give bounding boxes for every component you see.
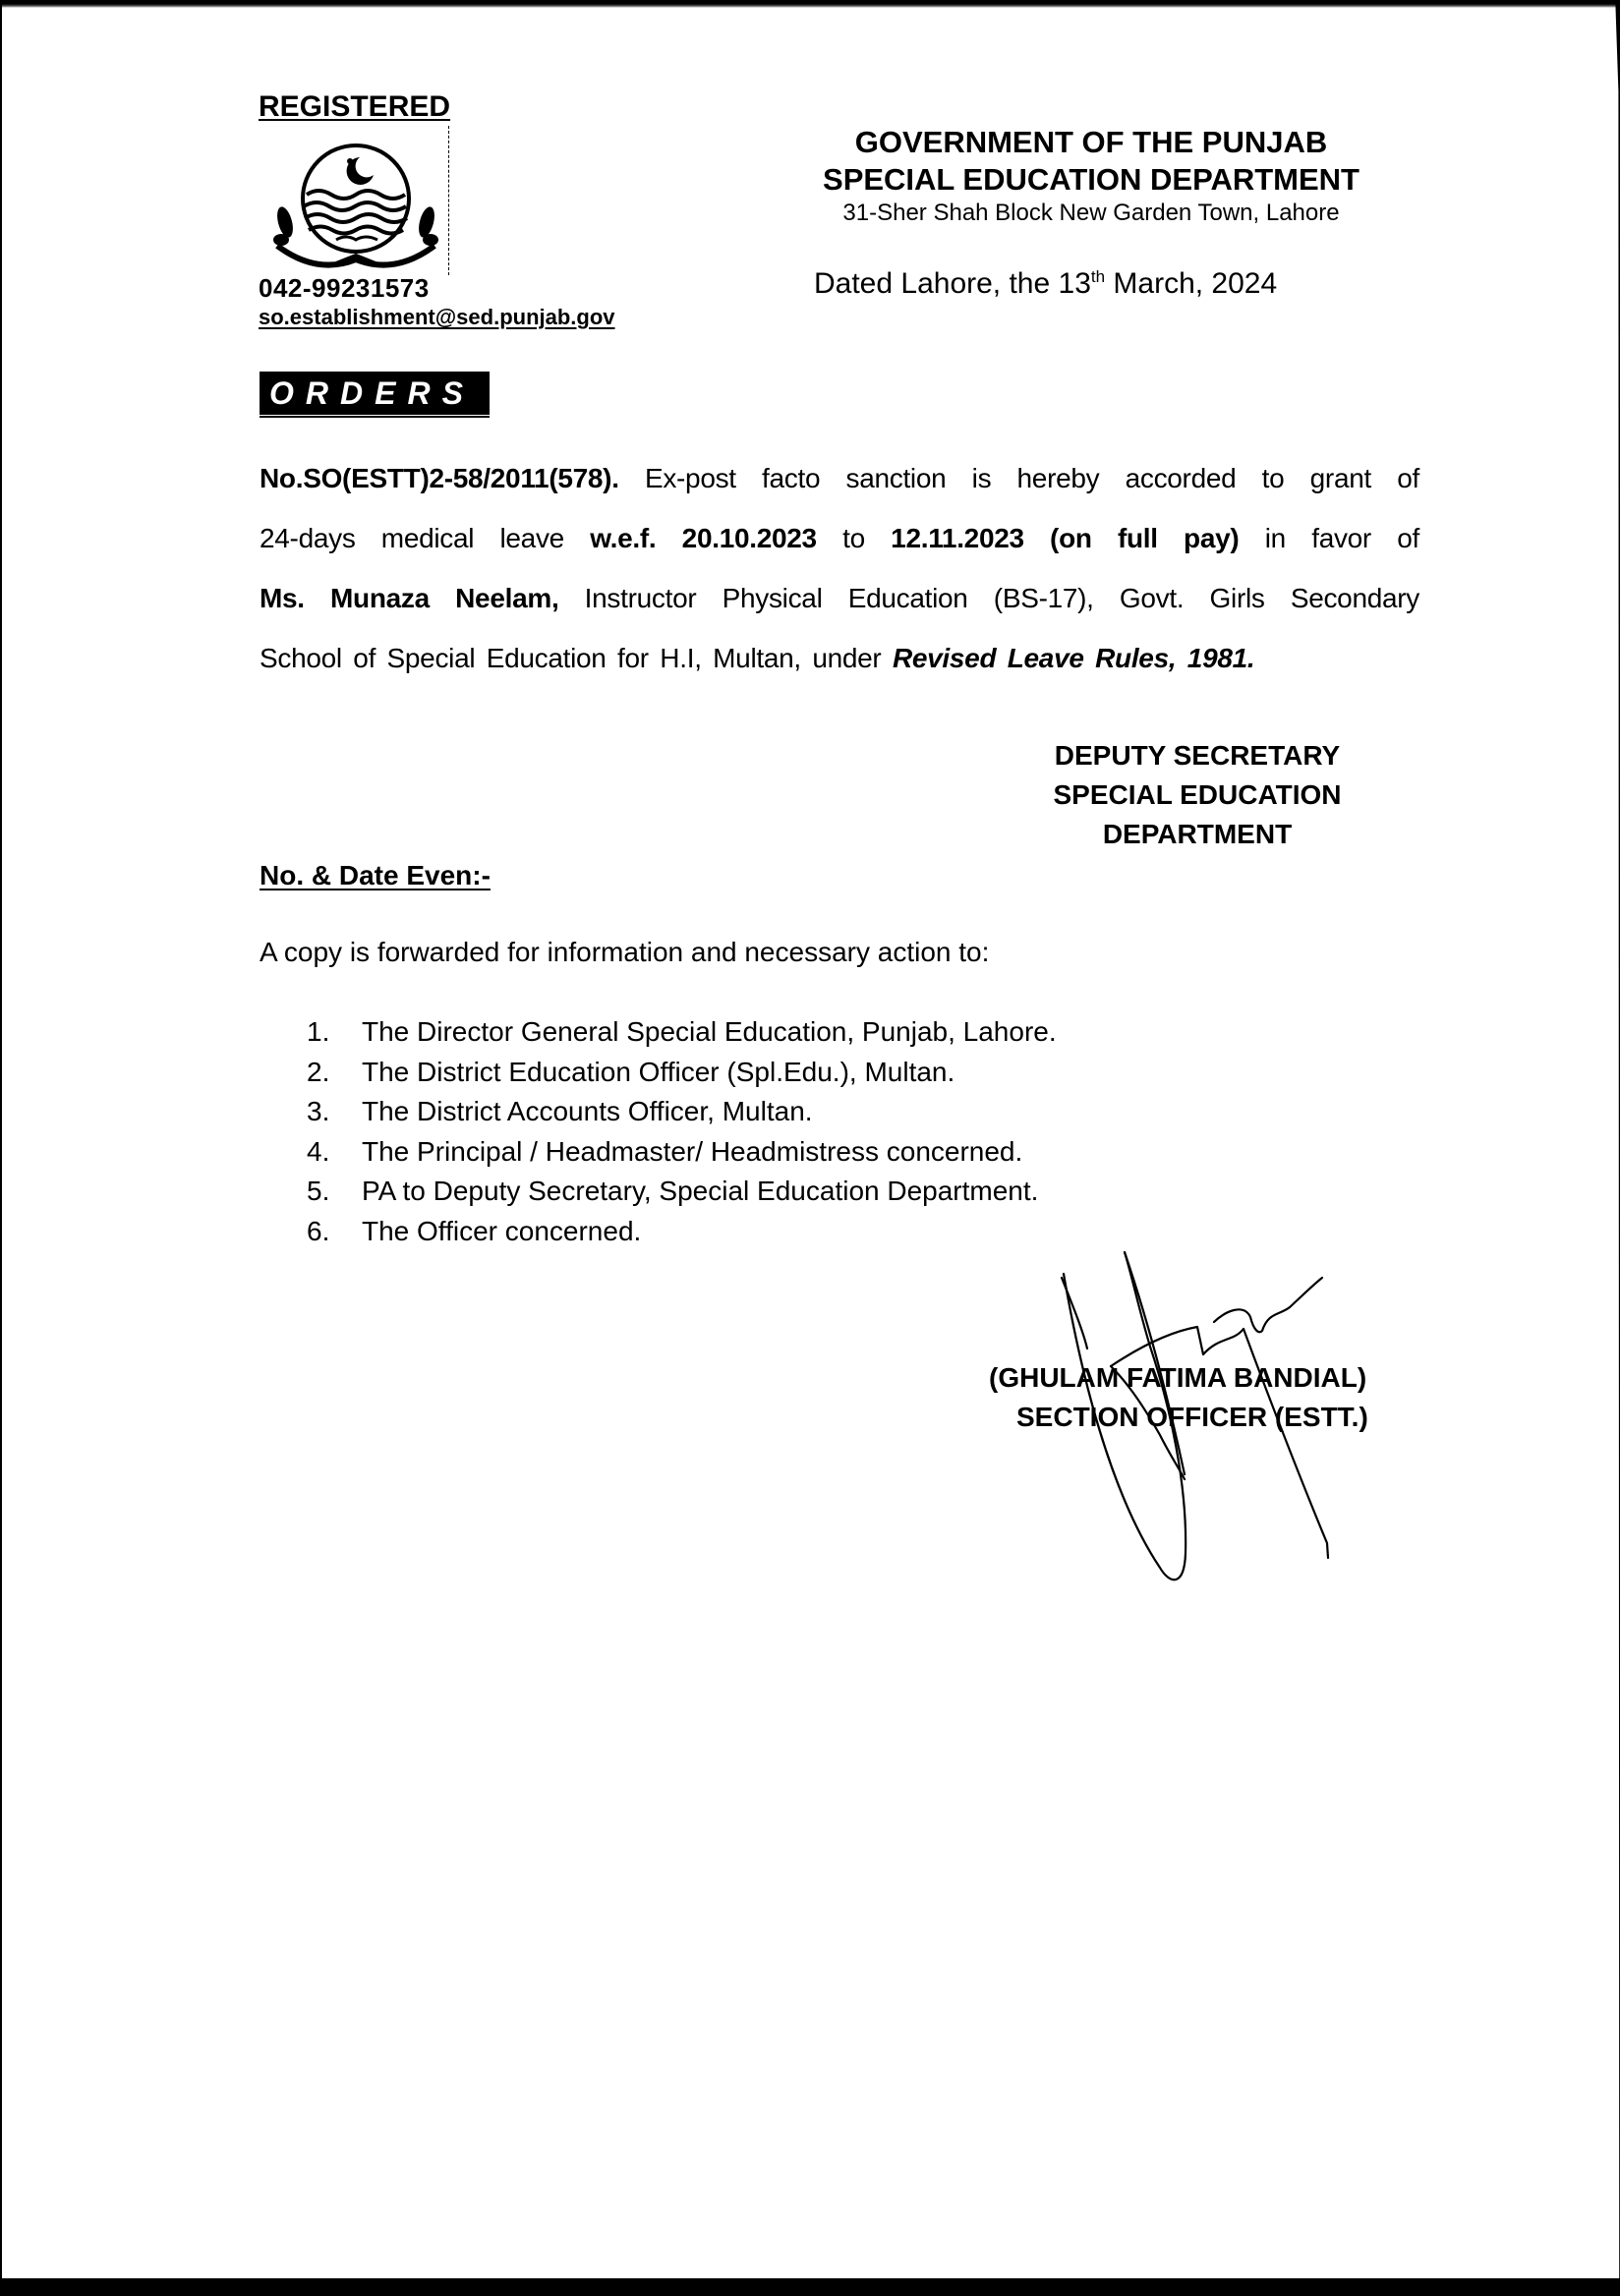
- order-text: Instructor Physical Education (BS-17), Govt. Girls Secondary: [558, 583, 1419, 613]
- order-text: to: [816, 523, 892, 553]
- order-line-1: [260, 448, 1419, 508]
- orders-underline: [260, 416, 490, 418]
- issuer-department-line1: SPECIAL EDUCATION: [1053, 779, 1342, 810]
- copy-forward-text: A copy is forwarded for information and necessary action to:: [260, 937, 990, 967]
- list-number: 5.: [307, 1176, 330, 1206]
- order-reference-number: No.SO(ESTT)2-58/2011(578).: [260, 463, 619, 493]
- distribution-list: [307, 1012, 1057, 1251]
- orders-heading: ORDERS: [260, 372, 490, 415]
- list-number: 6.: [307, 1215, 330, 1246]
- punjab-emblem-icon: [267, 138, 444, 275]
- recipient: The Officer concerned.: [362, 1215, 642, 1246]
- recipient: The Director General Special Education, Punjab, Lahore.: [362, 1016, 1057, 1047]
- order-text: School of Special Education for H.I, Multan, under: [260, 643, 893, 673]
- leave-rules: Revised Leave Rules, 1981.: [892, 643, 1255, 673]
- scan-border-right: [1612, 0, 1620, 2280]
- order-text: Ex-post facto sanction is hereby accorded to grant of: [618, 463, 1419, 493]
- department-address: 31-Sher Shah Block New Garden Town, Lahore: [842, 200, 1340, 226]
- no-date-even-label: No. & Date Even:-: [260, 860, 491, 890]
- recipient: The District Education Officer (Spl.Edu.), Multan.: [362, 1056, 955, 1087]
- issuer-department-line2: DEPARTMENT: [1102, 819, 1293, 849]
- phone-number: 042-99231573: [259, 273, 430, 303]
- issuer-block: [1022, 736, 1372, 854]
- letterhead-divider: [448, 126, 449, 275]
- dated-prefix: Dated Lahore, the 13: [814, 267, 1091, 300]
- dated-ordinal: th: [1090, 267, 1106, 286]
- order-text: in favor of: [1239, 523, 1420, 553]
- order-line-3: [260, 568, 1419, 628]
- signatory-title: SECTION OFFICER (ESTT.): [1016, 1402, 1368, 1432]
- employee-name: Ms. Munaza Neelam,: [260, 583, 559, 613]
- dated-line: [814, 267, 1277, 301]
- department-name: SPECIAL EDUCATION DEPARTMENT: [823, 162, 1360, 197]
- email-link[interactable]: so.establishment@sed.punjab.gov: [259, 305, 615, 329]
- government-name: GOVERNMENT OF THE PUNJAB: [854, 125, 1328, 159]
- scan-border-bottom: [0, 2278, 1620, 2296]
- list-item: [307, 1053, 1057, 1093]
- dated-suffix: March, 2024: [1105, 267, 1278, 300]
- list-item: [307, 1092, 1057, 1132]
- leave-start-date: w.e.f. 20.10.2023: [590, 523, 817, 553]
- issuer-title: DEPUTY SECRETARY: [1054, 740, 1341, 771]
- list-item: [307, 1172, 1057, 1212]
- registered-label: REGISTERED: [259, 90, 451, 123]
- recipient: The District Accounts Officer, Multan.: [362, 1096, 813, 1126]
- order-text: 24-days medical leave: [260, 523, 591, 553]
- list-item: [307, 1012, 1057, 1053]
- list-number: 1.: [307, 1016, 330, 1047]
- list-item: [307, 1132, 1057, 1173]
- order-line-4: [260, 628, 1419, 688]
- signatory-name: (GHULAM FATIMA BANDIAL): [989, 1362, 1367, 1393]
- scan-border-top: [0, 0, 1620, 8]
- list-number: 3.: [307, 1096, 330, 1126]
- order-body: [260, 448, 1419, 688]
- recipient: The Principal / Headmaster/ Headmistress concerned.: [362, 1135, 1023, 1167]
- order-line-2: [260, 508, 1419, 568]
- list-number: 4.: [307, 1135, 330, 1167]
- leave-end-date: 12.11.2023 (on full pay): [891, 523, 1240, 553]
- scan-border-left: [0, 0, 2, 2296]
- letterhead-heading: [777, 124, 1406, 228]
- list-number: 2.: [307, 1056, 330, 1087]
- recipient: PA to Deputy Secretary, Special Education Department.: [362, 1176, 1039, 1206]
- list-item: [307, 1212, 1057, 1252]
